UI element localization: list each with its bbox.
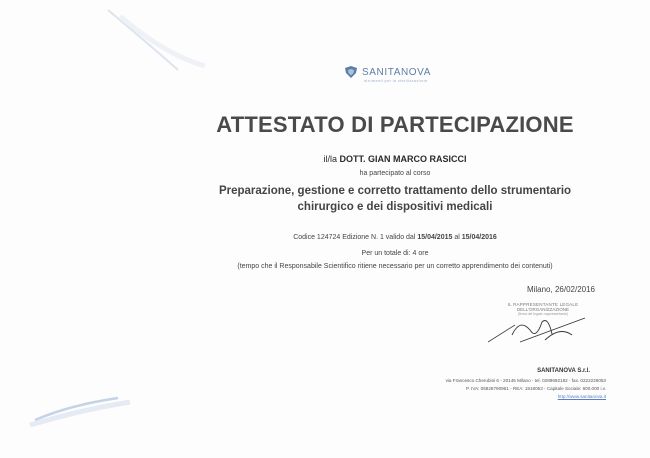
top-left-swoosh-shade bbox=[120, 16, 205, 66]
sanitanova-logo-icon bbox=[344, 66, 358, 78]
course-validity bbox=[160, 234, 630, 241]
logo-brand-text: SANITANOVA bbox=[362, 66, 431, 78]
stamp-line-3: (firma del legale rappresentante) bbox=[517, 312, 569, 316]
stamp-line-1: IL RAPPRESENTANTE LEGALE bbox=[507, 302, 579, 307]
signature-stroke bbox=[488, 325, 515, 342]
course-title-line-2: chirurgico e dei dispositivi medicali bbox=[297, 201, 493, 213]
certificate-title: ATTESTATO DI PARTECIPAZIONE bbox=[216, 112, 574, 137]
sanitanova-logo bbox=[344, 66, 431, 78]
company-fiscal-info: P. IVA: 06828790961 - REA: 1918053 - Capitale Sociale: 600.000 i.v. bbox=[466, 386, 606, 391]
company-name: SANITANOVA S.r.l. bbox=[537, 368, 590, 374]
validity-al: al bbox=[454, 234, 460, 241]
company-website-link[interactable]: http://www.sanitanova.it bbox=[557, 394, 606, 399]
time-note: (tempo che il Responsabile Scientifico ritiene necessario per un corretto apprendimento dei contenuti) bbox=[237, 263, 553, 270]
place-date: Milano, 26/02/2016 bbox=[526, 285, 595, 294]
valid-from-date: 15/04/2015 bbox=[417, 234, 453, 241]
total-hours: Per un totale di: 4 ore bbox=[361, 250, 429, 257]
logo-tagline: strumenti per la sterilizzazione bbox=[364, 78, 428, 83]
course-code-text: Codice 124724 Edizione N. 1 valido dal bbox=[293, 234, 416, 241]
valid-to-date: 15/04/2016 bbox=[461, 234, 497, 241]
legal-representative-stamp bbox=[488, 302, 598, 316]
participated-text: ha partecipato al corso bbox=[359, 170, 431, 177]
bottom-left-swoosh bbox=[35, 398, 118, 420]
recipient-name: DOTT. GIAN MARCO RASICCI bbox=[339, 154, 467, 164]
stamp-line-2: DELL'ORGANIZZAZIONE bbox=[516, 307, 570, 312]
company-address: via Francesco Cherubini 6 - 20145 Milano - tel. 0289692182 - fax. 0222226053 bbox=[445, 378, 606, 383]
course-title-line-1: Preparazione, gestione e corretto trattamento dello strumentario bbox=[218, 185, 572, 197]
recipient-prefix: il/la bbox=[323, 154, 337, 164]
course-title bbox=[160, 183, 630, 215]
recipient-line bbox=[160, 154, 630, 164]
signature-scribble bbox=[512, 318, 585, 342]
top-left-swoosh bbox=[108, 10, 178, 70]
